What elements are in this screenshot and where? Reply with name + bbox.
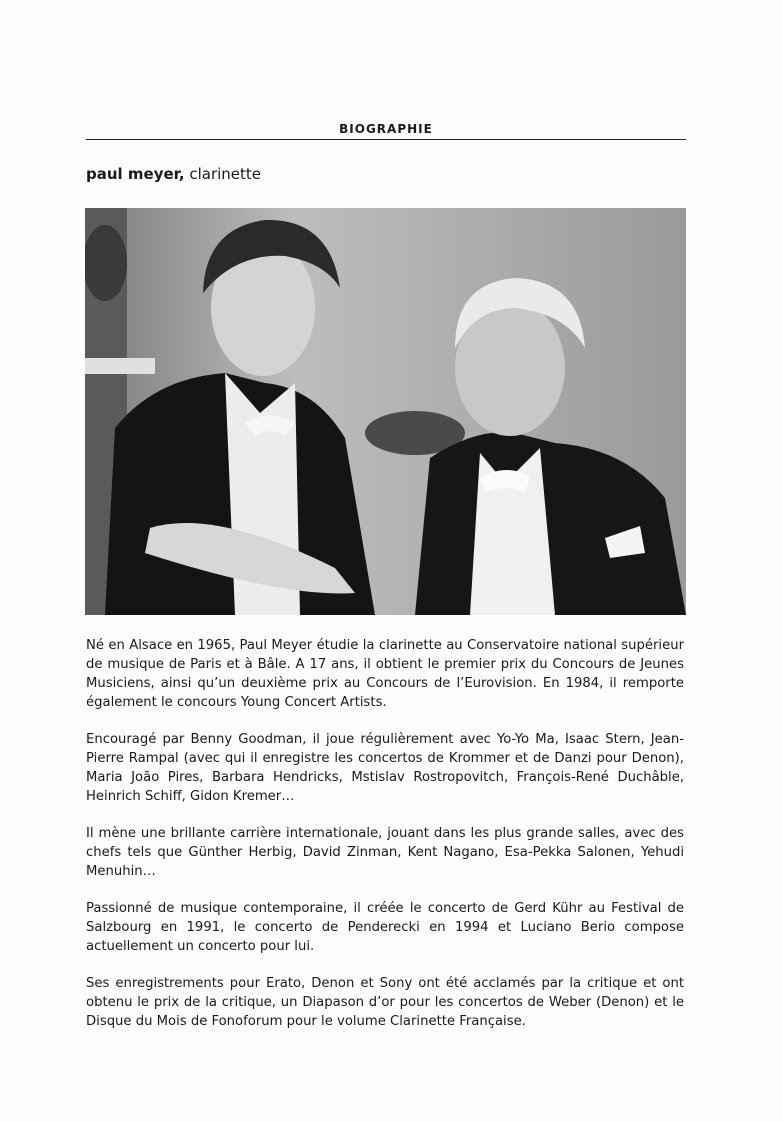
artist-name: paul meyer,: [86, 165, 185, 183]
biography-paragraph: Né en Alsace en 1965, Paul Meyer étudie la clarinette au Conservatoire national supérieur de musique de Paris et à Bâle. A 17 ans, il obtient le premier prix du Concours de Jeunes Musiciens, ainsi qu’un deuxième prix au Concours de l’Eurovision. En 1984, il remporte également le concours Young Concert Artists.: [86, 638, 684, 710]
biography-text: [86, 636, 684, 1049]
biography-paragraph: Il mène une brillante carrière internationale, jouant dans les plus grande salles, avec des chefs tels que Günther Herbig, David Zinman, Kent Nagano, Esa-Pekka Salonen, Yehudi Menuhin…: [86, 826, 684, 879]
biography-paragraph: Ses enregistrements pour Erato, Denon et Sony ont été acclamés par la critique et ont obtenu le prix de la critique, un Diapason d’or pour les concertos de Weber (Denon) et le Disque du Mois de Fonoforum pour le volume Clarinette Française.: [86, 976, 684, 1029]
section-title: BIOGRAPHIE: [86, 122, 686, 140]
biography-paragraph: Passionné de musique contemporaine, il créée le concerto de Gerd Kühr au Festival de Salzbourg en 1991, le concerto de Penderecki en 1994 et Luciano Berio compose actuellement un concerto pour lui.: [86, 901, 684, 954]
artist-instrument: clarinette: [189, 165, 262, 183]
biography-paragraph: Encouragé par Benny Goodman, il joue régulièrement avec Yo-Yo Ma, Isaac Stern, Jean-Pierre Rampal (avec qui il enregistre les concertos de Krommer et de Danzi pour Denon), Maria João Pires, Barbara Hendricks, Mstislav Rostropovitch, François-René Duchâble, Heinrich Schiff, Gidon Kremer…: [86, 732, 684, 804]
artist-photo: [85, 208, 686, 615]
artist-heading: [86, 165, 261, 183]
